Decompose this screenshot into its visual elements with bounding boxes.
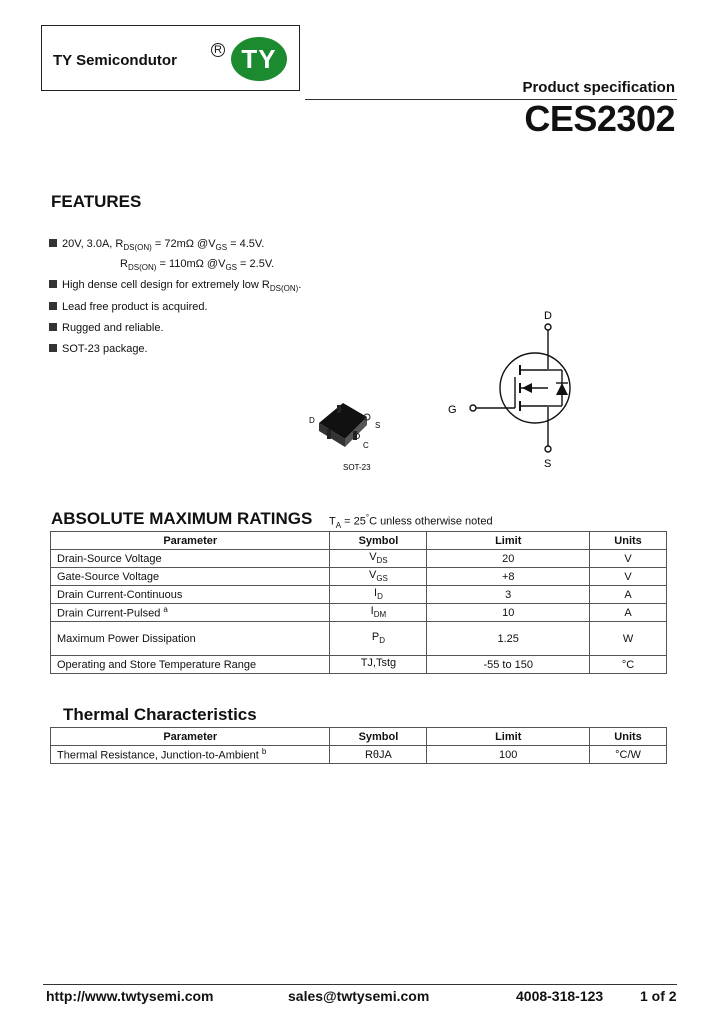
abs-max-table [50,531,667,674]
table-row: Operating and Store Temperature Range TJ,Tstg -55 to 150 °C [51,656,667,674]
pkg-pin-c: C [363,441,369,450]
col-header: Parameter [51,728,330,746]
part-number: CES2302 [524,98,675,139]
pkg-label: SOT-23 [343,463,371,472]
bullet-icon [49,239,57,247]
bullet-icon [49,302,57,310]
product-specification: Product specification [522,79,675,96]
table-row: Thermal Resistance, Junction-to-Ambient $^b$ RθJA 100 °C/W [51,746,667,764]
footer-url[interactable]: http://www.twtysemi.com [46,988,214,1004]
table-row: Gate-Source Voltage $V_{GS}$ +8 V [51,568,667,586]
pkg-pin-d: D [309,416,315,425]
mosfet-schematic-icon [440,305,580,475]
col-header: Limit [427,728,590,746]
feature-item: Lead free product is acquired. [49,301,208,313]
col-header: Limit [427,532,590,550]
feature-item: High dense cell design for extremely low $R_{DS(ON)}$. [49,279,301,293]
table-row: Drain Current-Pulsed $^a$ $I_{DM}$ 10 A [51,604,667,622]
col-header: Parameter [51,532,330,550]
table-row: Maximum Power Dissipation $P_D$ 1.25 W [51,622,667,656]
schematic-s: S [544,458,552,470]
feature-item: SOT-23 package. [49,343,148,355]
feature-line-1: 20V, 3.0A, $R_{DS(ON)} = 72m\Omega$ $@V_{GS} = 4.5V$. [49,238,264,252]
table-row: Drain Current-Continuous $I_D$ 3 A [51,586,667,604]
registered-mark: R [211,43,225,57]
feature-line-2: $R_{DS(ON)} = 110m\Omega$ $@V_{GS} = 2.5V$. [120,258,275,273]
col-header: Units [590,728,667,746]
footer-email[interactable]: sales@twtysemi.com [288,988,430,1004]
col-header: Symbol [330,532,427,550]
schematic-g: G [448,404,457,416]
abs-max-condition: $T_A = 25^\circ C$ unless otherwise noted [329,513,493,530]
bullet-icon [49,344,57,352]
sot23-package-icon [305,395,395,475]
col-header: Symbol [330,728,427,746]
table-header-row [51,532,667,550]
abs-max-title: ABSOLUTE MAXIMUM RATINGS [51,509,313,528]
pkg-pin-s: S [375,421,381,430]
table-header-row [51,728,667,746]
footer-rule [43,984,677,985]
footer-phone: 4008-318-123 [516,988,604,1004]
bullet-icon [49,280,57,288]
thermal-table [50,727,667,764]
bullet-icon [49,323,57,331]
schematic-d: D [544,310,552,322]
ty-logo: TY [231,37,287,81]
table-row: Drain-Source Voltage $V_{DS}$ 20 V [51,550,667,568]
features-title: FEATURES [51,192,142,211]
col-header: Units [590,532,667,550]
page-number: 1 of 2 [640,988,677,1004]
feature-item: Rugged and reliable. [49,322,164,334]
company-name: TY Semicondutor [53,52,177,69]
thermal-title: Thermal Characteristics [63,705,257,724]
